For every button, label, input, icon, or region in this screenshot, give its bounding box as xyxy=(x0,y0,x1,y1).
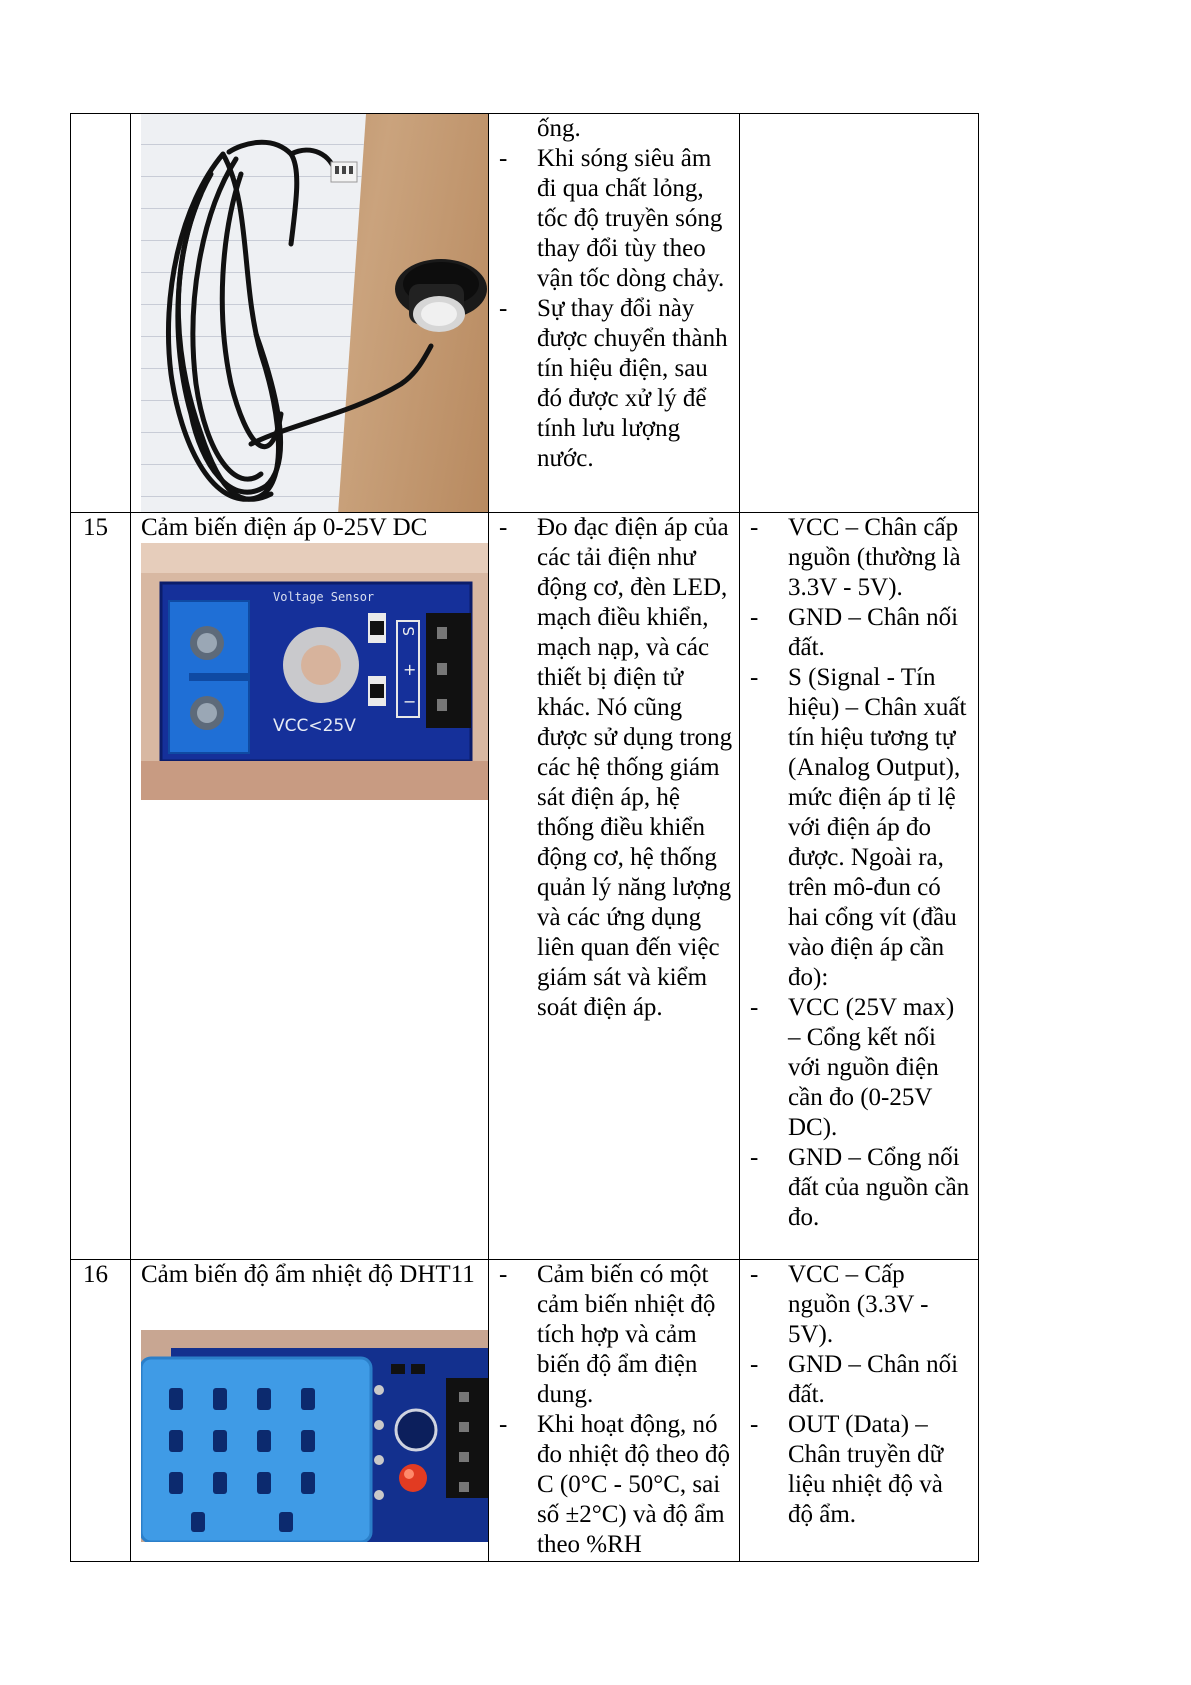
description-continuation: ống. xyxy=(537,115,581,142)
component-table xyxy=(70,113,979,1562)
description-cell xyxy=(489,513,740,1260)
component-name-cell xyxy=(131,114,489,513)
list-item: - VCC (25V max) – Cổng kết nối với nguồn điện cần đo (0-25V DC). xyxy=(750,994,955,1141)
table-row xyxy=(71,1260,979,1562)
row-number-cell: 15 xyxy=(71,513,131,1260)
list-item: - VCC – Chân cấp nguồn (thường là 3.3V - 5V). xyxy=(750,514,961,601)
row-number-cell: 16 xyxy=(71,1260,131,1562)
description-cell xyxy=(489,114,740,513)
table-row xyxy=(71,513,979,1260)
list-item: - GND – Chân nối đất. xyxy=(750,1351,959,1408)
row-number-cell xyxy=(71,114,131,513)
pin-minus-label: − xyxy=(403,692,417,711)
pin-s-label: S xyxy=(400,626,418,636)
terminal-label: VCC<25V xyxy=(273,716,356,736)
pin-plus-label: + xyxy=(403,660,417,679)
component-name-cell xyxy=(131,513,489,1260)
list-item: - VCC – Cấp nguồn (3.3V - 5V). xyxy=(750,1261,929,1348)
list-item: - Đo đạc điện áp của các tải điện như động cơ, đèn LED, mạch điều khiển, mạch nạp, và các thiết bị điện tử khác. Nó cũng được sử dụng trong các hệ thống giám sát điện áp, hệ thống điều khiển động cơ, hệ thống quản lý năng lượng và các ứng dụng liên quan đến việc giám sát và kiểm soát điện áp. xyxy=(499,514,733,1021)
component-name: Cảm biến độ ẩm nhiệt độ DHT11 xyxy=(141,1261,475,1288)
list-item: - S (Signal - Tín hiệu) – Chân xuất tín hiệu tương tự (Analog Output), mức điện áp tỉ lệ với điện áp đo được. Ngoài ra, trên mô-đun có hai cổng vít (đầu vào điện áp cần đo): xyxy=(750,664,967,991)
description-cell xyxy=(489,1260,740,1562)
dht11-sensor-photo xyxy=(141,1330,488,1542)
list-item: - Khi sóng siêu âm đi qua chất lỏng, tốc độ truyền sóng thay đổi tùy theo vận tốc dòng chảy. xyxy=(499,145,725,292)
list-item: - Khi hoạt động, nó đo nhiệt độ theo độ C (0°C - 50°C, sai số ±2°C) và độ ẩm theo %RH xyxy=(499,1411,731,1558)
list-item: - OUT (Data) – Chân truyền dữ liệu nhiệt độ và độ ẩm. xyxy=(750,1411,944,1528)
ultrasonic-flow-sensor-photo xyxy=(141,114,488,512)
list-item: - GND – Cổng nối đất của nguồn cần đo. xyxy=(750,1144,970,1231)
component-name-cell xyxy=(131,1260,489,1562)
list-item: - Sự thay đổi này được chuyển thành tín hiệu điện, sau đó được xử lý để tính lưu lượng nước. xyxy=(499,295,728,472)
pins-cell xyxy=(740,114,979,513)
pins-cell xyxy=(740,1260,979,1562)
board-title-label: Voltage Sensor xyxy=(273,590,375,604)
pins-cell xyxy=(740,513,979,1260)
list-item: - GND – Chân nối đất. xyxy=(750,604,959,661)
component-name: Cảm biến điện áp 0-25V DC xyxy=(141,514,428,541)
list-item: - Cảm biến có một cảm biến nhiệt độ tích hợp và cảm biến độ ẩm điện dung. xyxy=(499,1261,716,1408)
voltage-sensor-photo xyxy=(141,543,488,800)
table-row xyxy=(71,114,979,513)
